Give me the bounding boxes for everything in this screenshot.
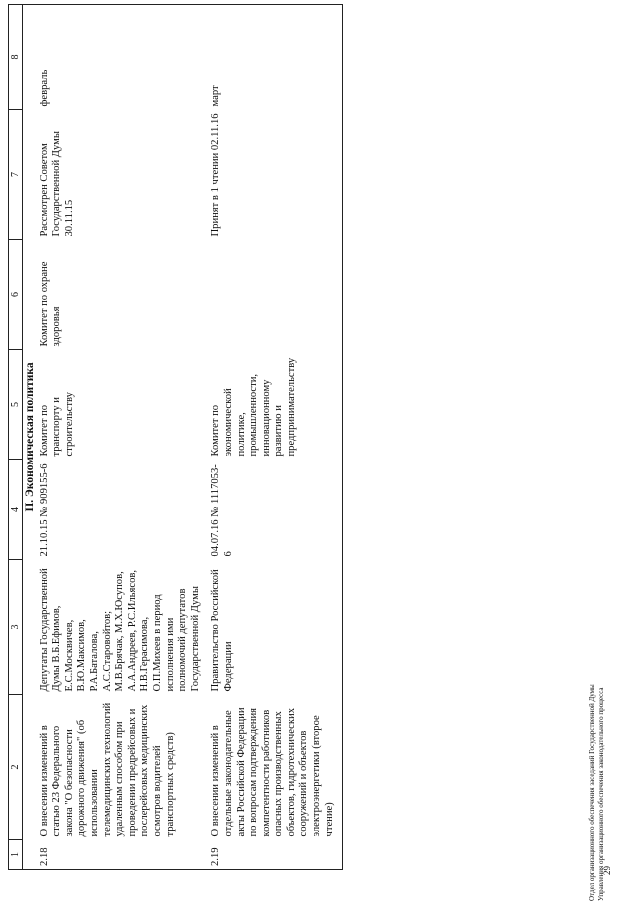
- column-header: 5: [9, 350, 23, 460]
- column-header: 6: [9, 240, 23, 350]
- page-number: 29: [602, 866, 612, 875]
- table-row: [37, 5, 209, 870]
- responsible-committee: Комитет по транспорту и строительству: [38, 392, 75, 457]
- row-number: 2.18: [37, 840, 209, 870]
- column-header: 1: [9, 840, 23, 870]
- footer-line: Управления организационного обеспечения законодательного процесса: [596, 687, 605, 901]
- co-committee: Комитет по охране здоровья: [38, 261, 63, 347]
- column-header: 8: [9, 5, 23, 110]
- bill-status: Принят в 1 чтении 02.11.16: [208, 110, 342, 240]
- bill-term: март: [208, 5, 342, 110]
- column-header: 2: [9, 695, 23, 840]
- bill-date-number: 21.10.15 № 909155-6: [38, 463, 50, 557]
- bill-table: [8, 4, 343, 870]
- column-header-row: [9, 5, 23, 870]
- bill-date-number: 04.07.16 № 1117053-6: [208, 460, 342, 560]
- column-header: 4: [9, 460, 23, 560]
- bill-term: февраль: [37, 5, 209, 110]
- footer-line: Отдел организационного обеспечения заседаний Государственной Думы: [588, 684, 596, 901]
- bill-status: Рассмотрен Советом Государственной Думы 30.11.15: [38, 131, 75, 237]
- column-header: 3: [9, 560, 23, 695]
- bill-author: Правительство Российской Федерации: [208, 560, 342, 695]
- bill-title: О внесении изменений в статью 23 Федерального закона "О безопасности дорожного движения" (об использовании телемедицинских технологий удаленным способом при проведении предрейсовых и послерейсовых медицинских осмотров водителей транспортных средств): [38, 702, 176, 837]
- column-header: 7: [9, 110, 23, 240]
- responsible-committee: Комитет по экономической политике, промышленности, инновационному развитию и предпринимательству: [208, 350, 342, 460]
- co-committee: [208, 240, 342, 350]
- row-number: 2.19: [208, 840, 342, 870]
- bill-author: Депутаты Государственной Думы В.Б.Ефимов, Е.С.Москвичев, В.Ю.Максимов, Р.А.Баталова, А.С.Старовойтов; М.В.Брячак, М.Х.Юсупов, А.А.Андреев, Р.С.Ильясов, Н.В.Герасимова, О.П.Михеев в период исполнения ими полномочий депутатов Государственной Думы: [38, 568, 201, 692]
- section-row: [23, 5, 37, 870]
- bill-title: О внесении изменений в отдельные законодательные акты Российской Федерации по вопросам подтверждения компетентности работников опасных производственных объектов, гидротехнических сооружений и объектов электроэнергетики (второе чтение): [208, 695, 342, 840]
- table-row: [208, 5, 342, 870]
- section-title: II. Экономическая политика: [23, 5, 37, 870]
